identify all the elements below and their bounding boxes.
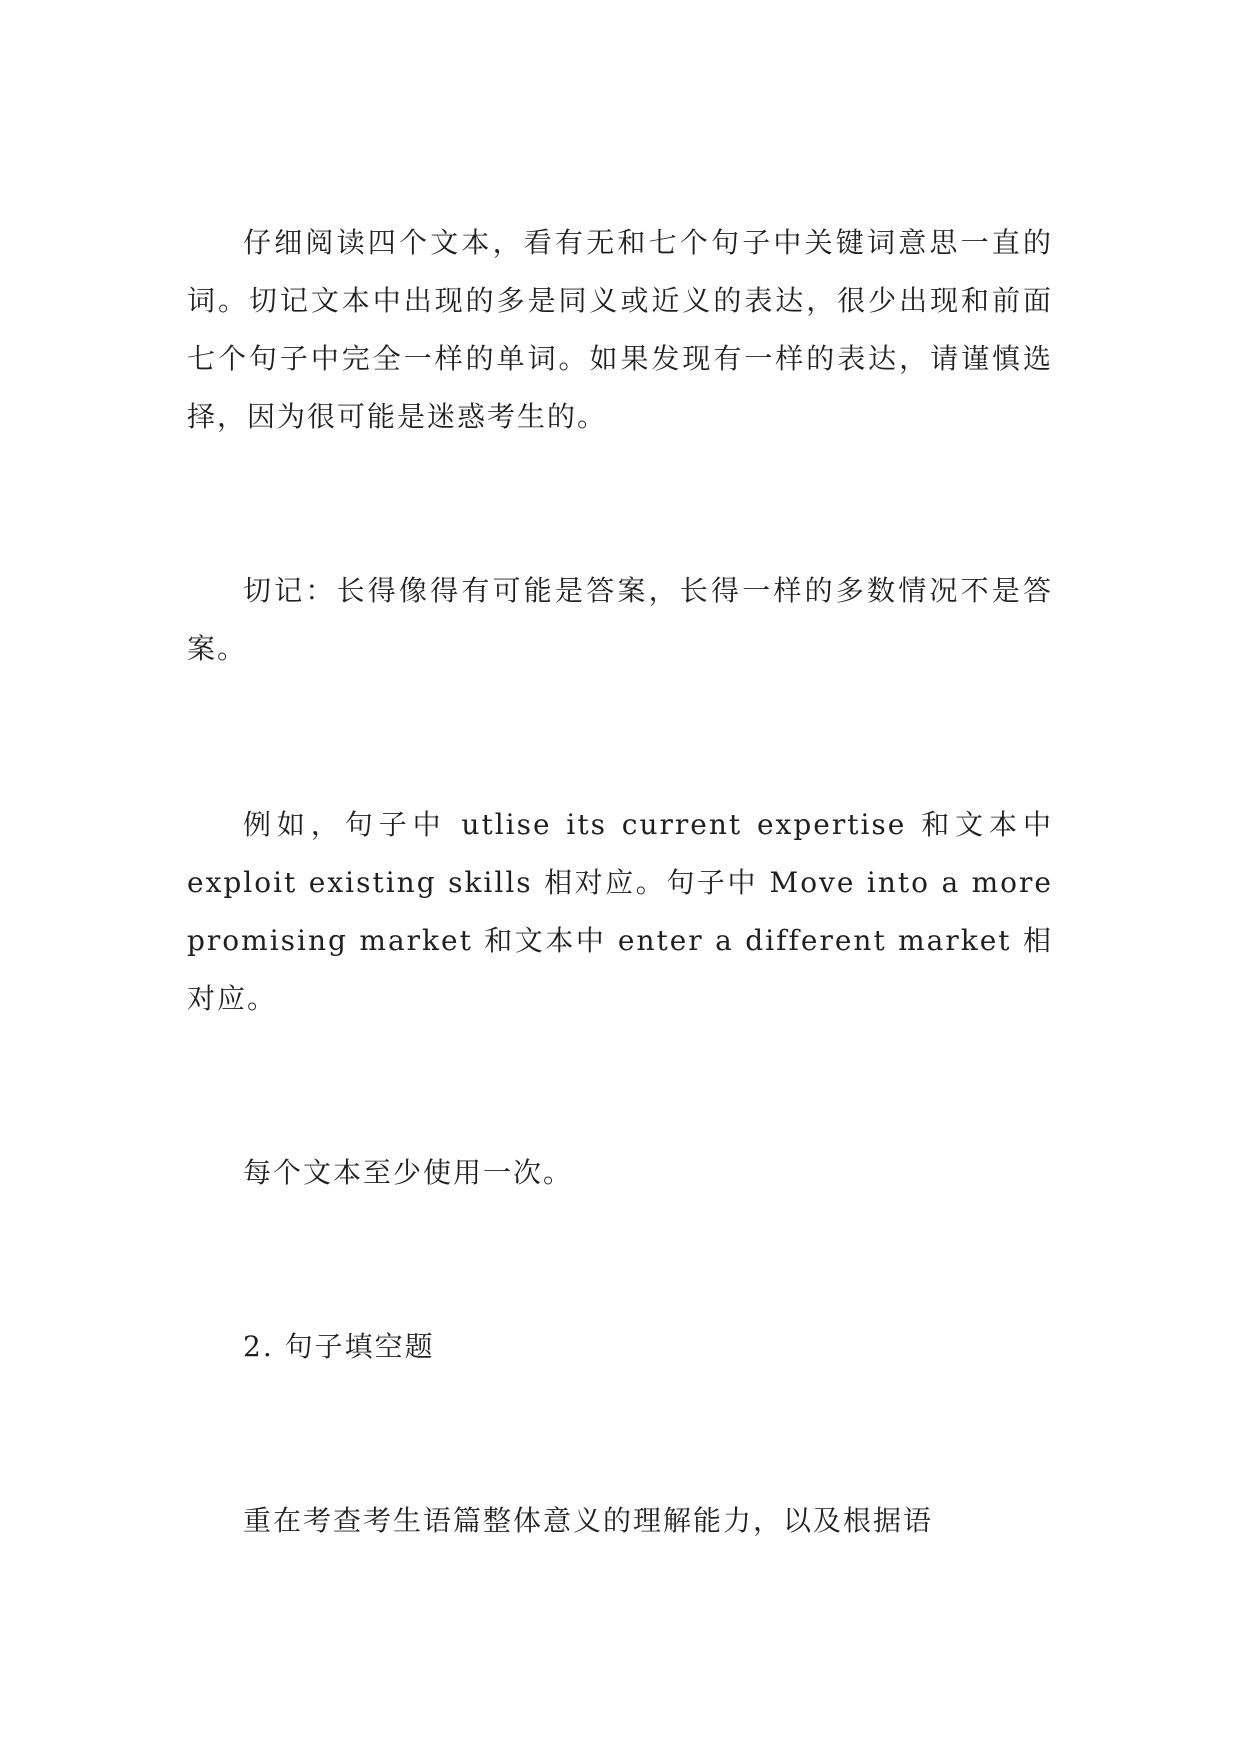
paragraph-reminder: 切记：长得像得有可能是答案，长得一样的多数情况不是答案。 — [187, 574, 1053, 665]
paragraph-section-intro: 重在考查考生语篇整体意义的理解能力，以及根据语 — [243, 1504, 934, 1537]
paragraph-usage-rule: 每个文本至少使用一次。 — [243, 1156, 574, 1189]
paragraph-example: 例如，句子中 utlise its current expertise 和文本中 exploit existing skills 相对应。句子中 Move into a more promising market 和文本中 enter a different market 相对应。 — [187, 808, 1053, 1015]
paragraph-reading-tip: 仔细阅读四个文本，看有无和七个句子中关键词意思一直的词。切记文本中出现的多是同义或近义的表达，很少出现和前面七个句子中完全一样的单词。如果发现有一样的表达，请谨慎选择，因为很可能是迷惑考生的。 — [187, 226, 1053, 433]
section-heading: 2. 句子填空题 — [243, 1330, 435, 1363]
